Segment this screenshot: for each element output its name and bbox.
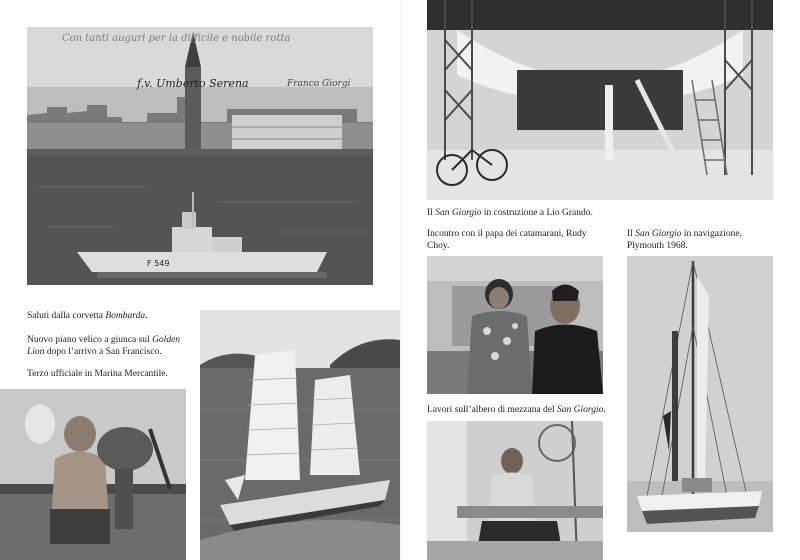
caption-text: Nuovo piano velico a giunca sul [27, 335, 153, 345]
caption-mizzen-mast [427, 404, 627, 416]
page-gutter [400, 0, 401, 560]
caption-text: . [145, 311, 148, 321]
caption-rudy-choy: Incontro con il papa dei catamarani, Rudy Choy. [427, 229, 587, 251]
caption-italic: San Giorgio [635, 229, 682, 239]
san-giorgio-sailing-photo [627, 256, 773, 532]
caption-text: Saluti dalla corvetta [27, 311, 106, 321]
officer-telescope-photo [0, 389, 186, 560]
dedication-line: Con tanti auguri per la difficile e nobile rotta [62, 33, 291, 44]
caption-italic: San Giorgio [435, 208, 482, 218]
handwritten-dedication [62, 33, 362, 44]
rudy-choy-meeting-photo [427, 256, 603, 394]
caption-corvette [27, 310, 192, 322]
venice-corvette-photo [27, 27, 373, 285]
caption-construction [427, 207, 773, 219]
caption-text: . [603, 405, 606, 415]
caption-text: Lavori sull’albero di mezzana del [427, 405, 558, 415]
caption-italic: Bombarda [105, 311, 146, 321]
signature-second: Franco Giorgi [287, 79, 351, 89]
caption-italic: San Giorgio [557, 405, 604, 415]
mast-work-photo [427, 421, 603, 560]
caption-text: in costruzione a Lio Grando. [481, 208, 593, 218]
caption-officer: Terzo ufficiale in Marina Mercantile. [27, 369, 168, 379]
caption-text: Il [427, 208, 436, 218]
junk-sail-boat-photo [200, 310, 400, 560]
construction-hall-photo [427, 0, 773, 200]
caption-text: Il [627, 229, 636, 239]
caption-italic: Golden Lion [27, 335, 181, 357]
caption-text: in navigazione, Plymouth 1968. [627, 229, 742, 251]
signature-serena: f.v. Umberto Serena [137, 77, 249, 90]
caption-navigation [627, 228, 777, 252]
ship-hull-number: F 549 [147, 259, 170, 268]
caption-text: dopo l’arrivo a San Francisco. [44, 347, 162, 357]
caption-junk-rig [27, 334, 192, 358]
